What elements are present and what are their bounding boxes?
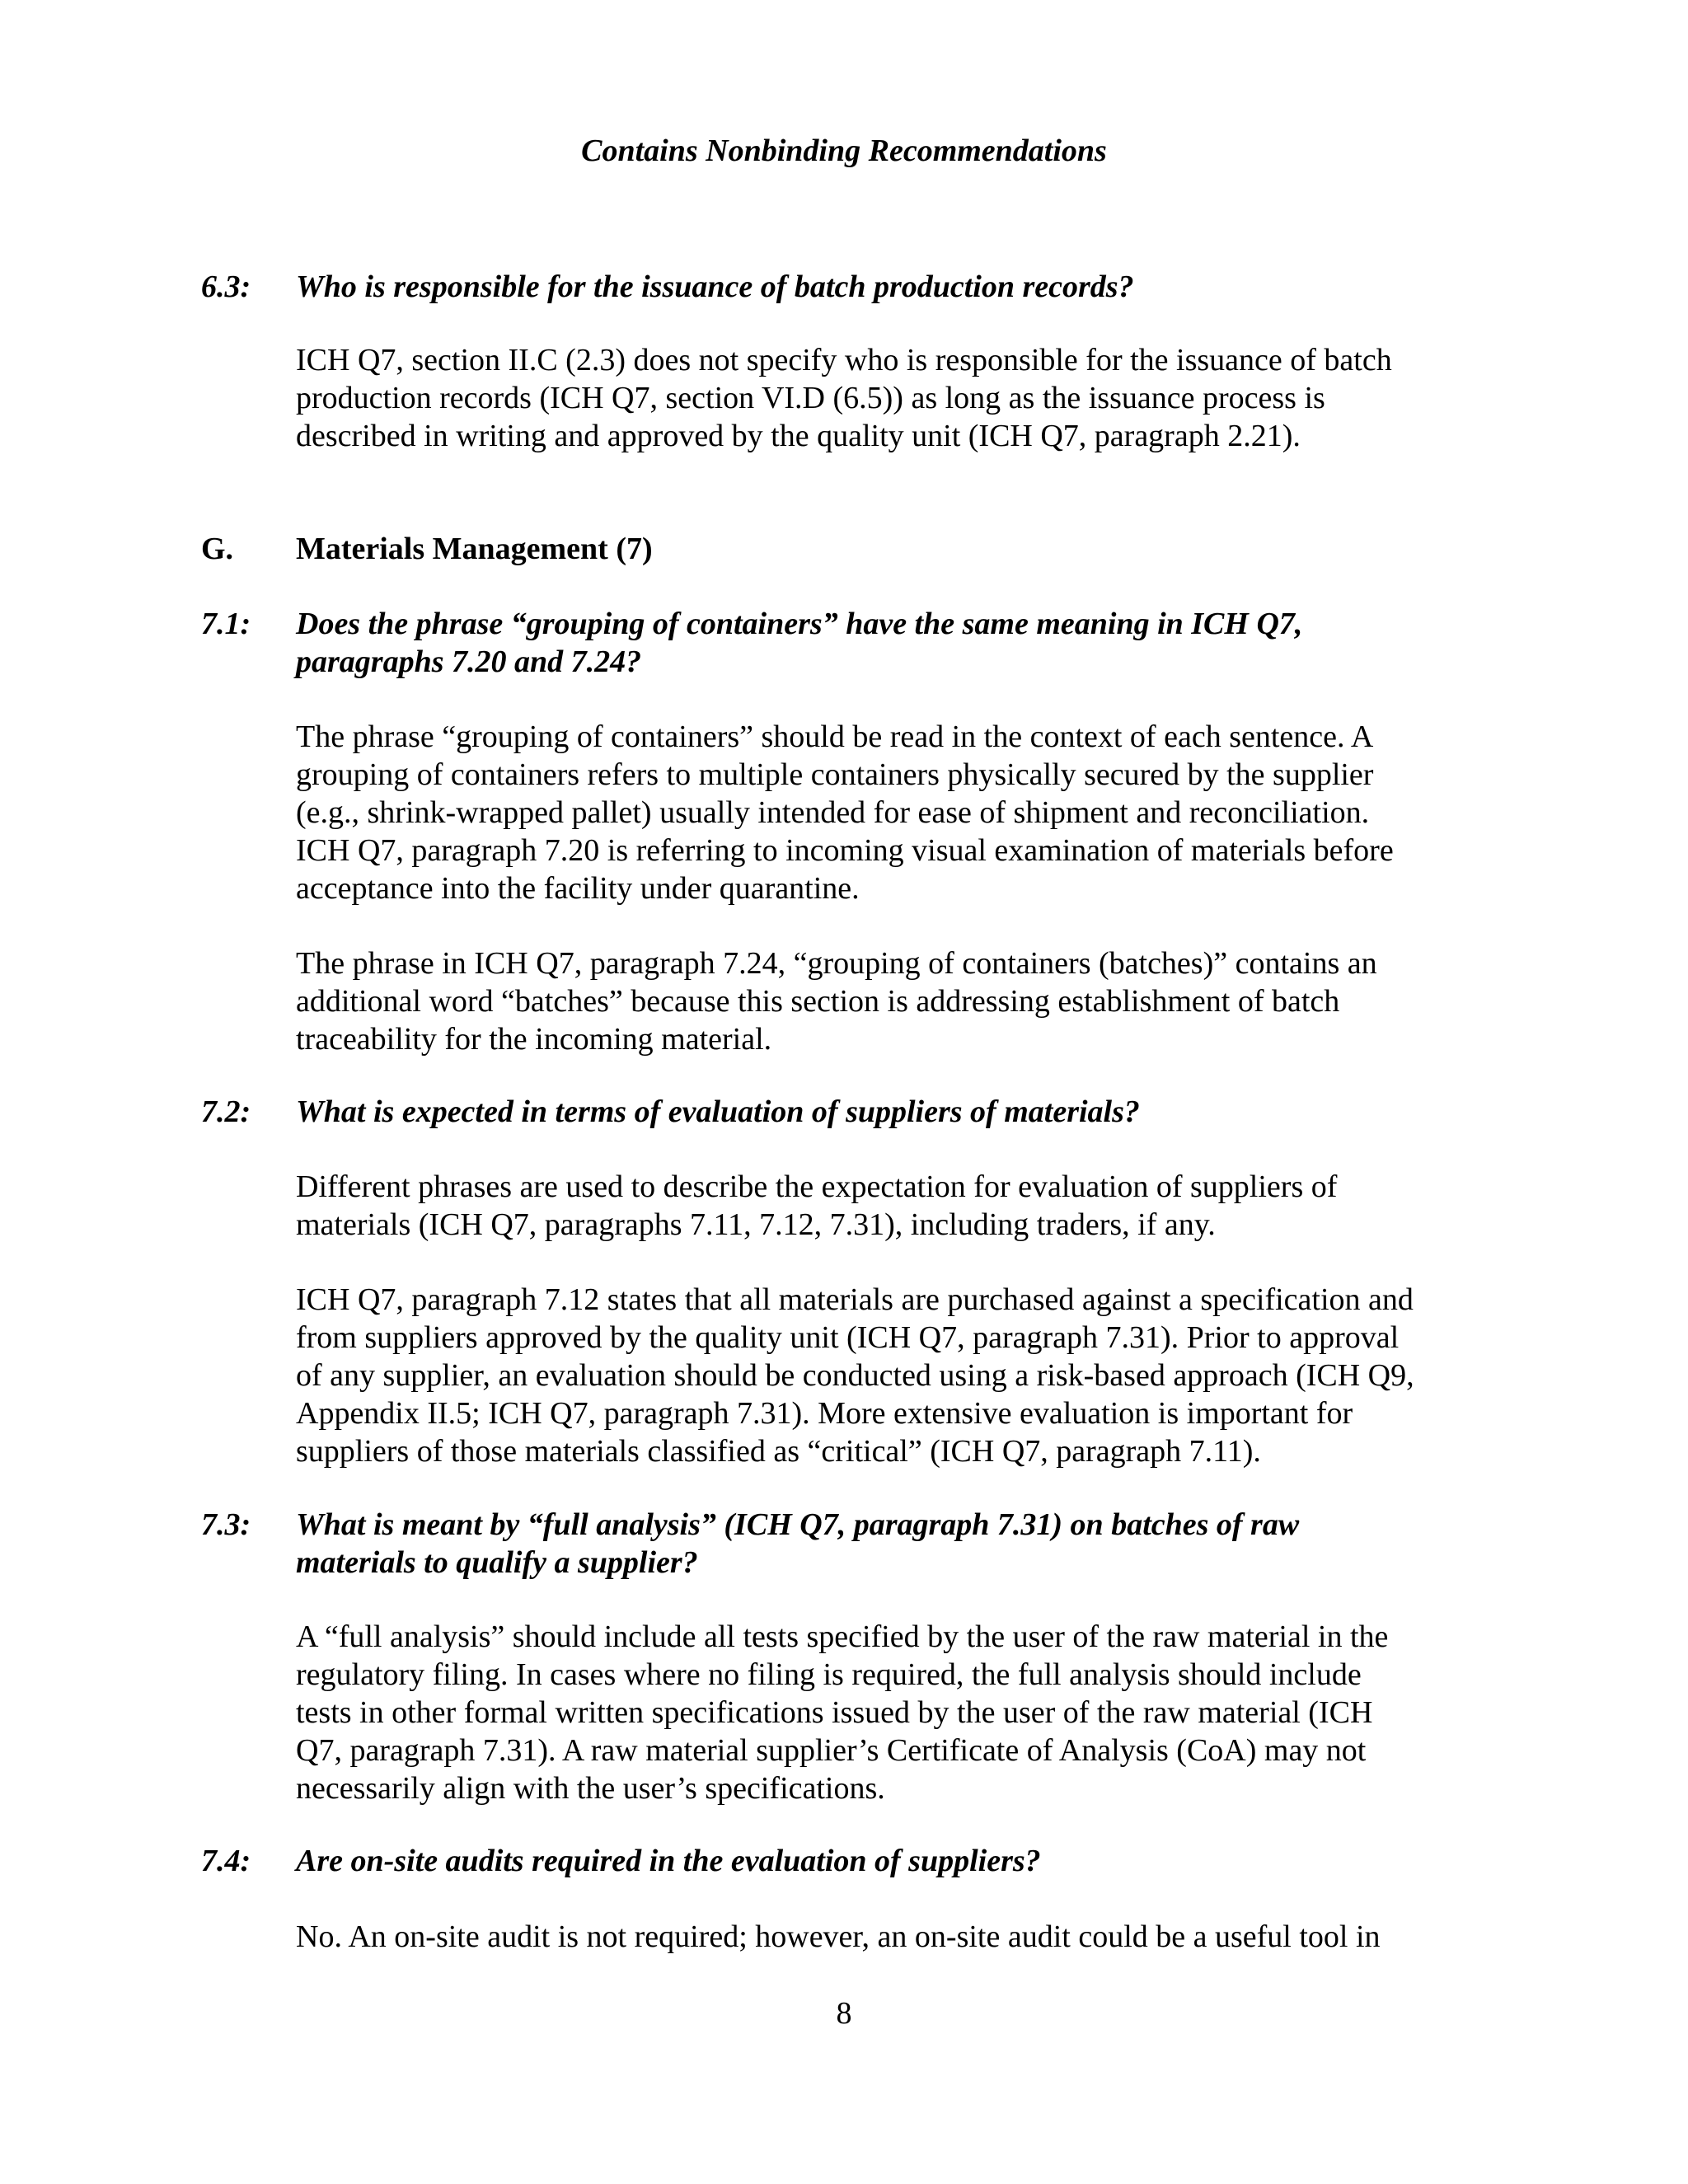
paragraph-line: A “full analysis” should include all tests specified by the user of the raw material in the bbox=[296, 1619, 1389, 1654]
paragraph-line: The phrase in ICH Q7, paragraph 7.24, “grouping of containers (batches)” contains an bbox=[296, 946, 1377, 981]
paragraph-line: suppliers of those materials classified as “critical” (ICH Q7, paragraph 7.11). bbox=[296, 1434, 1261, 1469]
paragraph-line: from suppliers approved by the quality unit (ICH Q7, paragraph 7.31). Prior to approval bbox=[296, 1320, 1400, 1355]
paragraph-line: tests in other formal written specifications issued by the user of the raw material (ICH bbox=[296, 1695, 1373, 1730]
question-title: Are on-site audits required in the evaluation of suppliers? bbox=[296, 1844, 1041, 1878]
paragraph-line: of any supplier, an evaluation should be conducted using a risk-based approach (ICH Q9, bbox=[296, 1358, 1414, 1393]
paragraph-line: additional word “batches” because this section is addressing establishment of batch bbox=[296, 984, 1340, 1019]
question-7-1-heading bbox=[201, 605, 1487, 681]
paragraph-line: Different phrases are used to describe the expectation for evaluation of suppliers of bbox=[296, 1169, 1338, 1204]
paragraph-line: ICH Q7, paragraph 7.12 states that all materials are purchased against a specification and bbox=[296, 1282, 1414, 1317]
question-7-2-heading bbox=[201, 1093, 1487, 1131]
answer-6-3 bbox=[296, 341, 1483, 455]
paragraph-line: production records (ICH Q7, section VI.D (6.5)) as long as the issuance process is bbox=[296, 381, 1325, 415]
page-header: Contains Nonbinding Recommendations bbox=[581, 134, 1107, 168]
paragraph-line: grouping of containers refers to multiple containers physically secured by the supplier bbox=[296, 757, 1374, 792]
paragraph-line: regulatory filing. In cases where no filing is required, the full analysis should include bbox=[296, 1657, 1362, 1692]
paragraph-line: described in writing and approved by the quality unit (ICH Q7, paragraph 2.21). bbox=[296, 419, 1301, 453]
paragraph-line: (e.g., shrink-wrapped pallet) usually intended for ease of shipment and reconciliation. bbox=[296, 795, 1370, 830]
paragraph-line: acceptance into the facility under quarantine. bbox=[296, 871, 860, 906]
paragraph-line: ICH Q7, paragraph 7.20 is referring to incoming visual examination of materials before bbox=[296, 833, 1394, 868]
question-7-4-heading bbox=[201, 1842, 1487, 1880]
paragraph-line: traceability for the incoming material. bbox=[296, 1022, 772, 1057]
question-number: 7.1: bbox=[201, 607, 251, 641]
question-7-3-heading bbox=[201, 1506, 1487, 1582]
title-line: paragraphs 7.20 and 7.24? bbox=[296, 644, 642, 679]
answer-7-1-paragraph-1 bbox=[296, 718, 1483, 907]
question-title bbox=[296, 1506, 1487, 1582]
page-number: 8 bbox=[836, 1996, 852, 2031]
question-number: 7.2: bbox=[201, 1094, 251, 1129]
paragraph-line: No. An on-site audit is not required; however, an on-site audit could be a useful tool in bbox=[296, 1919, 1381, 1954]
section-letter: G. bbox=[201, 532, 234, 566]
question-number: 7.3: bbox=[201, 1507, 251, 1542]
section-g-heading bbox=[201, 530, 1487, 568]
paragraph-line: materials (ICH Q7, paragraphs 7.11, 7.12, 7.31), including traders, if any. bbox=[296, 1207, 1216, 1242]
question-number: 7.4: bbox=[201, 1844, 251, 1878]
paragraph-line: ICH Q7, section II.C (2.3) does not specify who is responsible for the issuance of batch bbox=[296, 343, 1392, 377]
title-line: materials to qualify a supplier? bbox=[296, 1545, 698, 1580]
answer-7-3 bbox=[296, 1618, 1483, 1807]
section-title: Materials Management (7) bbox=[296, 532, 653, 566]
paragraph-line: Appendix II.5; ICH Q7, paragraph 7.31). More extensive evaluation is important for bbox=[296, 1396, 1353, 1431]
paragraph-line: Q7, paragraph 7.31). A raw material supplier’s Certificate of Analysis (CoA) may not bbox=[296, 1733, 1367, 1768]
answer-7-1-paragraph-2 bbox=[296, 944, 1483, 1058]
question-number: 6.3: bbox=[201, 269, 251, 304]
title-line: What is meant by “full analysis” (ICH Q7, paragraph 7.31) on batches of raw bbox=[296, 1507, 1300, 1542]
question-title: Who is responsible for the issuance of batch production records? bbox=[296, 269, 1134, 304]
question-6-3-heading bbox=[201, 268, 1487, 306]
answer-7-2-paragraph-1 bbox=[296, 1168, 1483, 1244]
answer-7-2-paragraph-2 bbox=[296, 1281, 1483, 1470]
question-title bbox=[296, 605, 1487, 681]
title-line: Does the phrase “grouping of containers” have the same meaning in ICH Q7, bbox=[296, 607, 1303, 641]
answer-7-4 bbox=[296, 1918, 1483, 1956]
question-title: What is expected in terms of evaluation of suppliers of materials? bbox=[296, 1094, 1140, 1129]
paragraph-line: necessarily align with the user’s specifications. bbox=[296, 1771, 885, 1806]
paragraph-line: The phrase “grouping of containers” should be read in the context of each sentence. A bbox=[296, 719, 1374, 754]
